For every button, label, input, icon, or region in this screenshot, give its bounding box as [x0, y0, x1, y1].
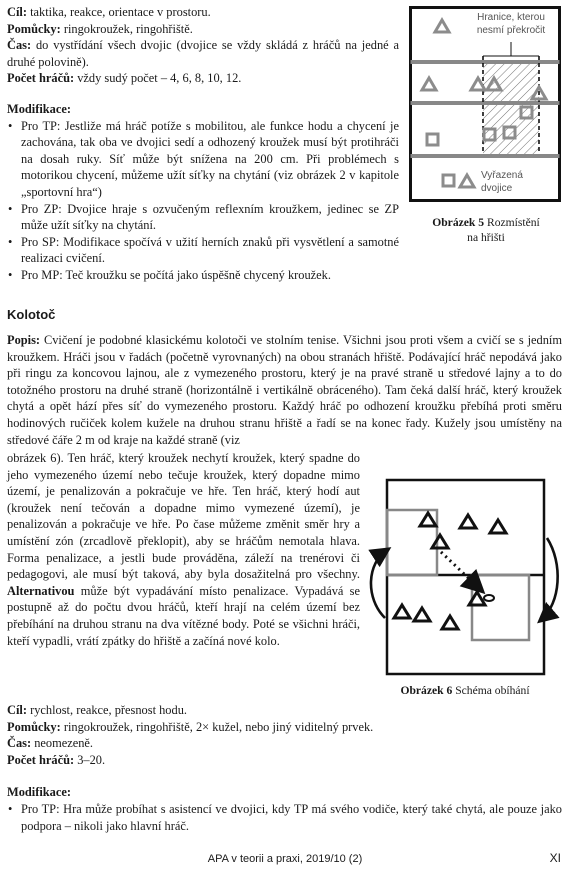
boundary-label-2: nesmí překročit: [476, 25, 546, 36]
pomucky-label-2: Pomůcky:: [7, 719, 61, 734]
cas-label-2: Čas:: [7, 736, 32, 751]
list-item: • Pro MP: Teč kroužku se počítá jako úspěšně chycený kroužek.: [7, 267, 399, 284]
cil-text-2: rychlost, reakce, přesnost hodu.: [30, 703, 187, 717]
pair-label-2: dvojice: [481, 183, 513, 194]
footer-journal: APA v teorii a praxi, 2019/10 (2): [207, 853, 363, 865]
footer-page-number: XI: [549, 851, 561, 865]
pocet-line: [7, 70, 399, 87]
list-item: • Pro TP: Hra může probíhat s asistencí ve dvojici, kdy TP má svého vodiče, který také chytá, ale pouze jako podpora – nikoli jako hlavní hráč.: [7, 801, 562, 834]
top-info-block: [7, 4, 399, 284]
pomucky-text-2: ringokroužek, ringohřiště, 2× kužel, nebo jiný viditelný prvek.: [63, 719, 374, 734]
popis-label: Popis:: [7, 333, 41, 347]
list-item: • Pro ZP: Dvojice hraje s ozvučeným reflexním kroužkem, jedinec se ZP může užít síťky na chytání.: [7, 201, 399, 234]
pomucky-text: ringokroužek, ringohřiště.: [63, 21, 193, 36]
cas-text-2: neomezeně.: [34, 736, 94, 751]
cil-text: taktika, reakce, orientace v prostoru.: [30, 5, 211, 19]
cil-line: [7, 4, 399, 21]
modifikace-list: [7, 118, 399, 284]
figure-6-diagram: [365, 468, 565, 678]
alternativa-text: může být vypadávání místo penalizace. Vypadává se postupně až do počtu dvou hráčů, kteří hrají na celém území bez přebíhání na druhou stranu na dva vítězné body. Poté se všichni hráči, kteří vypadli, vrátí zpátky do hřiště a začíná nové kolo.: [7, 583, 360, 648]
alternativa-label: Alternativou: [7, 583, 75, 598]
pocet-text-2: 3–20.: [77, 752, 106, 767]
pocet-label-2: Počet hráčů:: [7, 752, 75, 767]
pair-label-1: Vyřazená: [481, 170, 523, 181]
list-item: • Pro TP: Jestliže má hráč potíže s mobilitou, ale funkce hodu a chycení je zachována, tak oba ve dvojici sedí a odhozený kroužek musí být protihráči na dosah ruky. Síť může být snížena na 200 cm. Při problémech s motorikou chycení, můžeme užít síťky na chytání (viz obrázek 2 v kapitole „sportovní hra“): [7, 118, 399, 201]
figure-6-caption-bold: Obrázek 6: [400, 684, 453, 697]
list-item: • Pro SP: Modifikace spočívá v užití herních znaků při vysvětlení a samotné realizaci cvičení.: [7, 234, 399, 267]
run-arrow-left: [371, 550, 387, 618]
modifikace-list-2: [7, 801, 562, 834]
popis-paragraph: [7, 332, 562, 448]
figure-5-caption-bold: Obrázek 5: [432, 216, 485, 229]
pomucky-label: Pomůcky:: [7, 21, 61, 36]
figure-6-caption: [365, 683, 565, 698]
figure-5-caption-text: Rozmístění: [486, 216, 540, 229]
figure-5-diagram: [409, 6, 561, 202]
popis-text: Cvičení je podobné klasickému kolotoči ve stolním tenise. Všichni jsou proti všem a cvičí se s jedním kroužkem. Hráči jsou v řadách (početně vyrovnaných) na obou stranách hřiště. Podávající hráč nepodává jako při ringu za koncovou lajnou, ale z vymezeného prostoru, který je na pravé straně u středové lajny a to do totožného prostoru na druhé straně (horizontálně i vertikálně obráceného). Tam čeká další hráč, který kroužek chytá a opět hází přes síť do vymezeného prostoru. Každý hráč po odhození kroužku přebíhá proti směru hodinových ručiček kolem kužele na druhou stranu hřiště a řadí se na konec řady. Kužely jsou umístěny na středové čáře 2 m od kraje na každé straně (viz: [7, 333, 562, 447]
pomucky-line: [7, 21, 399, 38]
cil-label: Cíl:: [7, 5, 27, 19]
figure-5-caption-line2: na hřišti: [467, 231, 505, 244]
cil-label-2: Cíl:: [7, 703, 27, 717]
cas-text: do vystřídání všech dvojic (dvojice se vždy skládá z hráčů na jedné a druhé polovině).: [7, 38, 399, 69]
cas-line: [7, 37, 399, 70]
popis-continuation-text: obrázek 6). Ten hráč, který kroužek nechytí kroužek, který spadne do jeho vymezeného území nebo tečuje kroužek, který dopadne mimo území, je penalizován a pokračuje ve hře. Ten hráč, který hodí aut (kroužek není tečován a dopadne mimo vymezené území), je penalizován a pokračuje ve hře. Po čase můžeme změnit směr hry a umístění zón (zrcadlově překlopit), aby se hráčům nemotala hlava. Forma penalizace, a jestli bude prováděna, záleží na trenérovi či pedagogovi, ale musí být taková, aby byla dosažitelná pro všechny.: [7, 451, 360, 582]
cas-label: Čas:: [7, 38, 32, 53]
cas-line-2: [7, 735, 562, 752]
cil-line-2: [7, 702, 562, 719]
boundary-label-1: Hranice, kterou: [477, 12, 545, 23]
modifikace-heading: Modifikace:: [7, 101, 72, 116]
bottom-info-block: [7, 702, 562, 834]
pomucky-line-2: [7, 719, 562, 736]
pocet-line-2: [7, 752, 562, 769]
modifikace-heading-2: Modifikace:: [7, 785, 72, 800]
figure-5-caption: [410, 215, 562, 245]
pocet-label: Počet hráčů:: [7, 71, 75, 86]
section-title: Kolotoč: [7, 307, 56, 322]
popis-continuation: [7, 450, 360, 649]
figure-6-caption-text: Schéma obíhání: [455, 684, 530, 697]
pocet-text: vždy sudý počet – 4, 6, 8, 10, 12.: [77, 71, 242, 86]
